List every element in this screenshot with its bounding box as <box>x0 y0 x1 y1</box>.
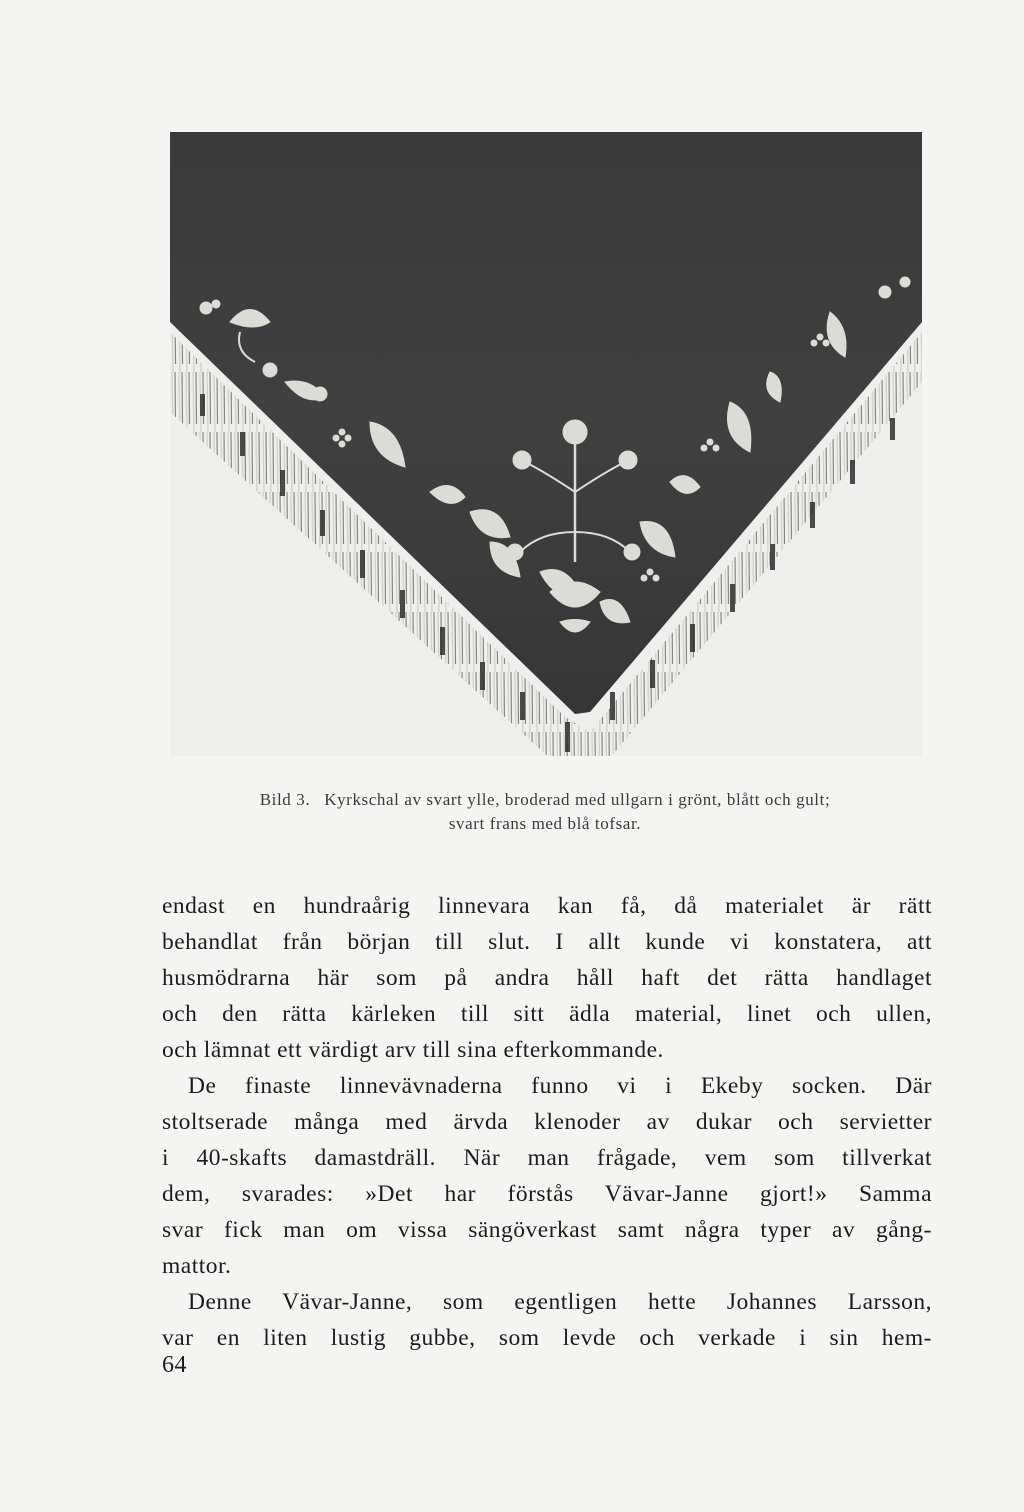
text-line: dem, svarades: »Det har förstås Vävar-Janne gjort!» Samma <box>162 1181 932 1207</box>
text-line: och den rätta kärleken till sitt ädla material, linet och ullen, <box>162 1001 932 1027</box>
body-text <box>162 888 932 1356</box>
page-number: 64 <box>162 1352 187 1378</box>
shawl-photograph <box>170 132 922 756</box>
figure-photo <box>170 132 922 756</box>
text-line: De finaste linnevävnaderna funno vi i Ekeby socken. Där <box>188 1073 932 1099</box>
text-line: i 40-skafts damastdräll. När man frågade, vem som tillverkat <box>162 1145 932 1171</box>
text-line: husmödrarna här som på andra håll haft det rätta handlaget <box>162 965 932 991</box>
figure-label: Bild 3. <box>259 790 311 809</box>
text-line: svar fick man om vissa sängöverkast samt några typer av gång- <box>162 1217 932 1243</box>
text-line: behandlat från början till slut. I allt kunde vi konstatera, att <box>162 929 932 955</box>
text-line: Denne Vävar-Janne, som egentligen hette Johannes Larsson, <box>188 1289 932 1315</box>
text-line: endast en hundraårig linnevara kan få, då materialet är rätt <box>162 893 932 919</box>
text-line: mattor. <box>162 1253 232 1279</box>
text-line: stoltserade många med ärvda klenoder av dukar och servietter <box>162 1109 932 1135</box>
text-line: och lämnat ett värdigt arv till sina efterkommande. <box>162 1037 664 1063</box>
caption-text-1: Kyrkschal av svart ylle, broderad med ullgarn i grönt, blått och gult; <box>324 790 831 809</box>
caption-line-2: svart frans med blå tofsar. <box>448 814 642 833</box>
figure-caption <box>150 788 940 836</box>
text-line: var en liten lustig gubbe, som levde och verkade i sin hem- <box>162 1325 932 1351</box>
caption-line-1 <box>150 788 940 812</box>
